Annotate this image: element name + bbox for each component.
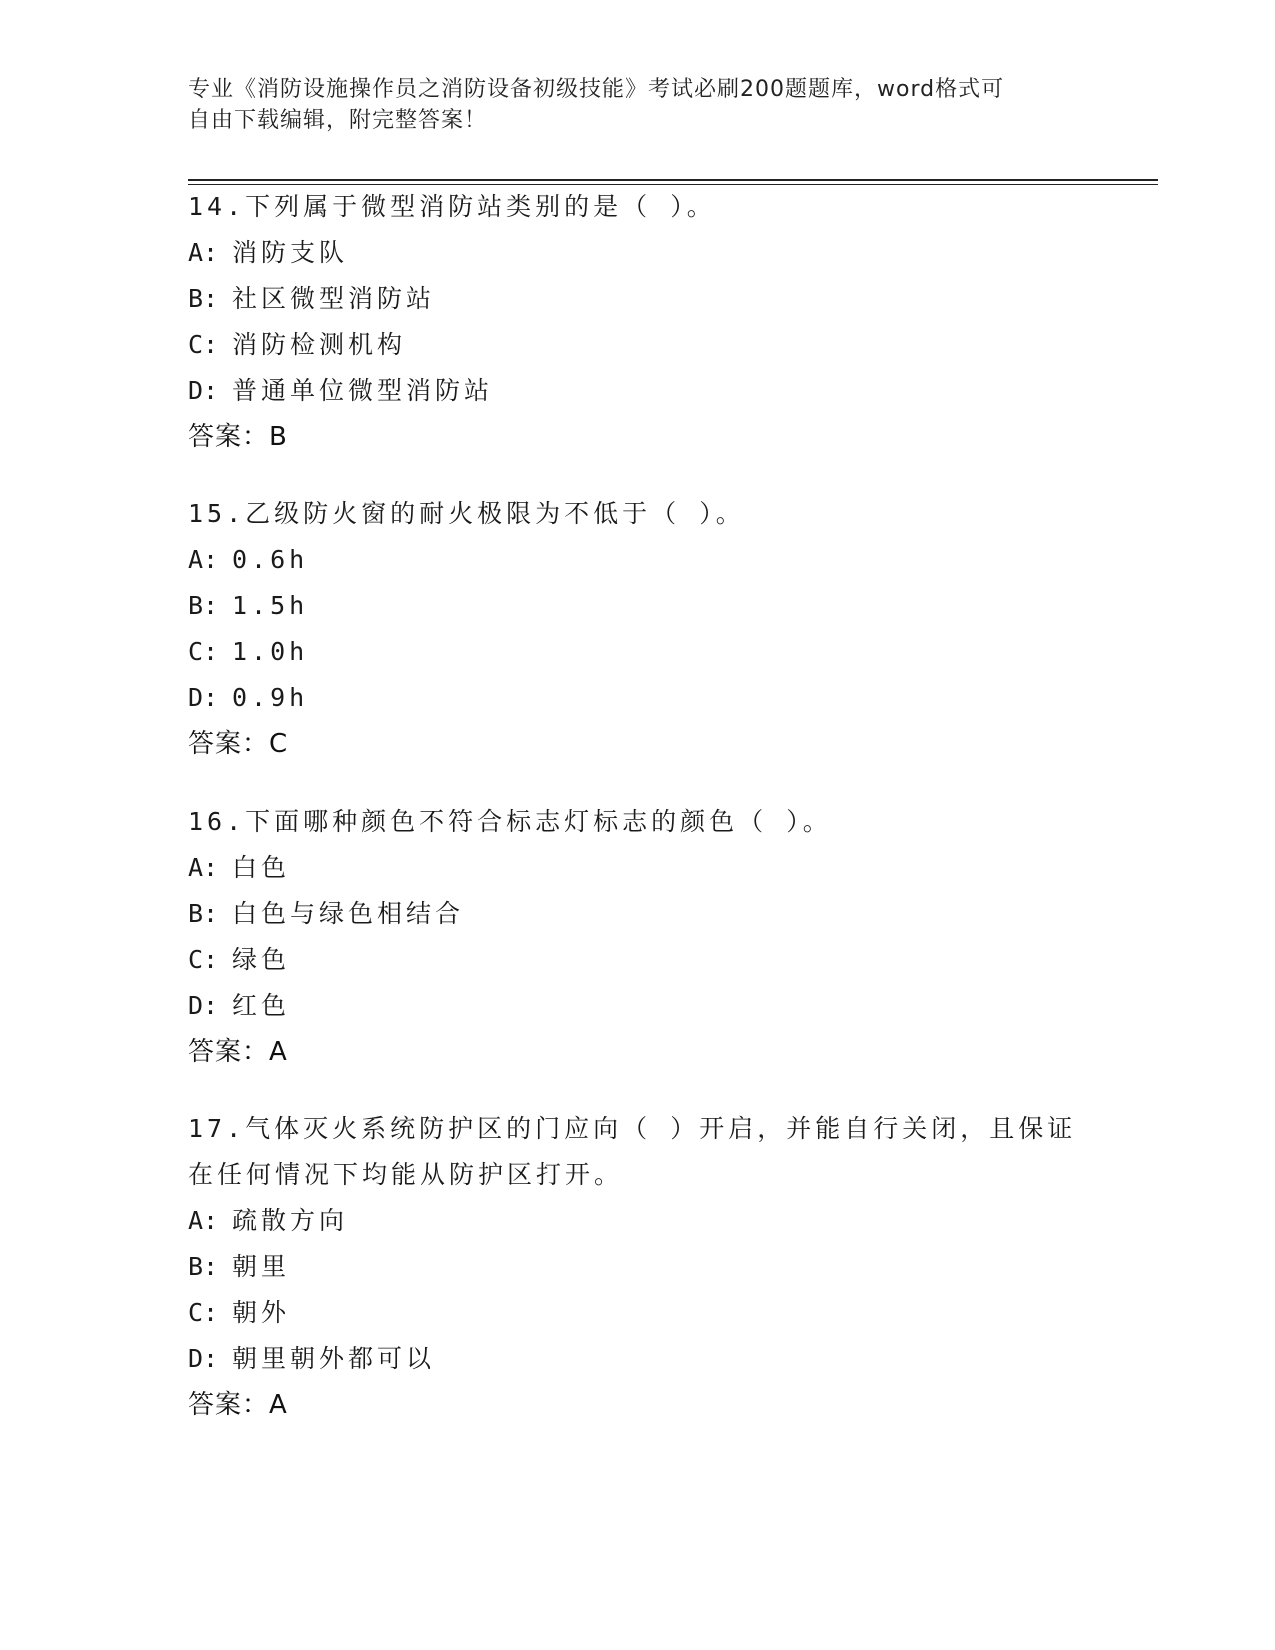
option-a	[188, 845, 1088, 891]
header-divider-thick	[188, 179, 1158, 181]
answer-line: 答案：A	[188, 1037, 288, 1067]
option-a	[188, 230, 1088, 276]
option-text: 朝外	[232, 1298, 291, 1327]
option-a	[188, 1198, 1088, 1244]
question-stem-line-1: 17.气体灭火系统防护区的门应向（ ）开启，并能自行关闭，且保证	[188, 1114, 1077, 1143]
option-b	[188, 583, 1088, 629]
option-text: 普通单位微型消防站	[232, 376, 494, 405]
option-text: 消防检测机构	[232, 330, 407, 359]
option-b	[188, 1244, 1088, 1290]
option-key: D:	[188, 1344, 219, 1373]
option-text: 消防支队	[232, 238, 349, 267]
option-b	[188, 891, 1088, 937]
header-line-2: 自由下载编辑，附完整答案！	[188, 108, 488, 133]
option-text: 绿色	[232, 945, 291, 974]
option-text: 0.6h	[232, 545, 309, 574]
option-c	[188, 629, 1088, 675]
option-key: B:	[188, 591, 219, 620]
answer-line: 答案：C	[188, 729, 289, 759]
question-16	[188, 799, 1088, 1075]
option-text: 疏散方向	[232, 1206, 349, 1235]
question-14	[188, 184, 1088, 460]
option-d	[188, 675, 1088, 721]
option-d	[188, 1336, 1088, 1382]
option-key: D:	[188, 683, 219, 712]
option-key: C:	[188, 637, 219, 666]
option-c	[188, 937, 1088, 983]
option-key: C:	[188, 1298, 219, 1327]
option-key: A:	[188, 853, 219, 882]
option-text: 1.5h	[232, 591, 309, 620]
option-text: 白色与绿色相结合	[232, 899, 465, 928]
option-text: 朝里	[232, 1252, 291, 1281]
document-header	[188, 74, 1068, 136]
option-key: B:	[188, 899, 219, 928]
option-key: D:	[188, 991, 219, 1020]
question-stem: 15.乙级防火窗的耐火极限为不低于（ ）。	[188, 499, 745, 528]
option-text: 0.9h	[232, 683, 309, 712]
option-key: A:	[188, 238, 219, 267]
option-c	[188, 1290, 1088, 1336]
header-line-1: 专业《消防设施操作员之消防设备初级技能》考试必刷200题题库，word格式可	[188, 77, 1005, 102]
option-key: D:	[188, 376, 219, 405]
option-text: 红色	[232, 991, 291, 1020]
option-key: B:	[188, 1252, 219, 1281]
option-key: C:	[188, 945, 219, 974]
option-c	[188, 322, 1088, 368]
answer-line: 答案：B	[188, 422, 288, 452]
question-stem-line-2: 在任何情况下均能从防护区打开。	[188, 1160, 624, 1189]
answer-line: 答案：A	[188, 1390, 288, 1420]
option-b	[188, 276, 1088, 322]
option-key: C:	[188, 330, 219, 359]
option-text: 1.0h	[232, 637, 309, 666]
option-a	[188, 537, 1088, 583]
option-d	[188, 983, 1088, 1029]
question-stem: 16.下面哪种颜色不符合标志灯标志的颜色（ ）。	[188, 807, 832, 836]
option-d	[188, 368, 1088, 414]
question-17	[188, 1106, 1088, 1428]
option-key: B:	[188, 284, 219, 313]
option-key: A:	[188, 545, 219, 574]
option-text: 朝里朝外都可以	[232, 1344, 436, 1373]
question-15	[188, 491, 1088, 767]
question-stem: 14.下列属于微型消防站类别的是（ ）。	[188, 192, 716, 221]
option-key: A:	[188, 1206, 219, 1235]
option-text: 社区微型消防站	[232, 284, 436, 313]
option-text: 白色	[232, 853, 291, 882]
